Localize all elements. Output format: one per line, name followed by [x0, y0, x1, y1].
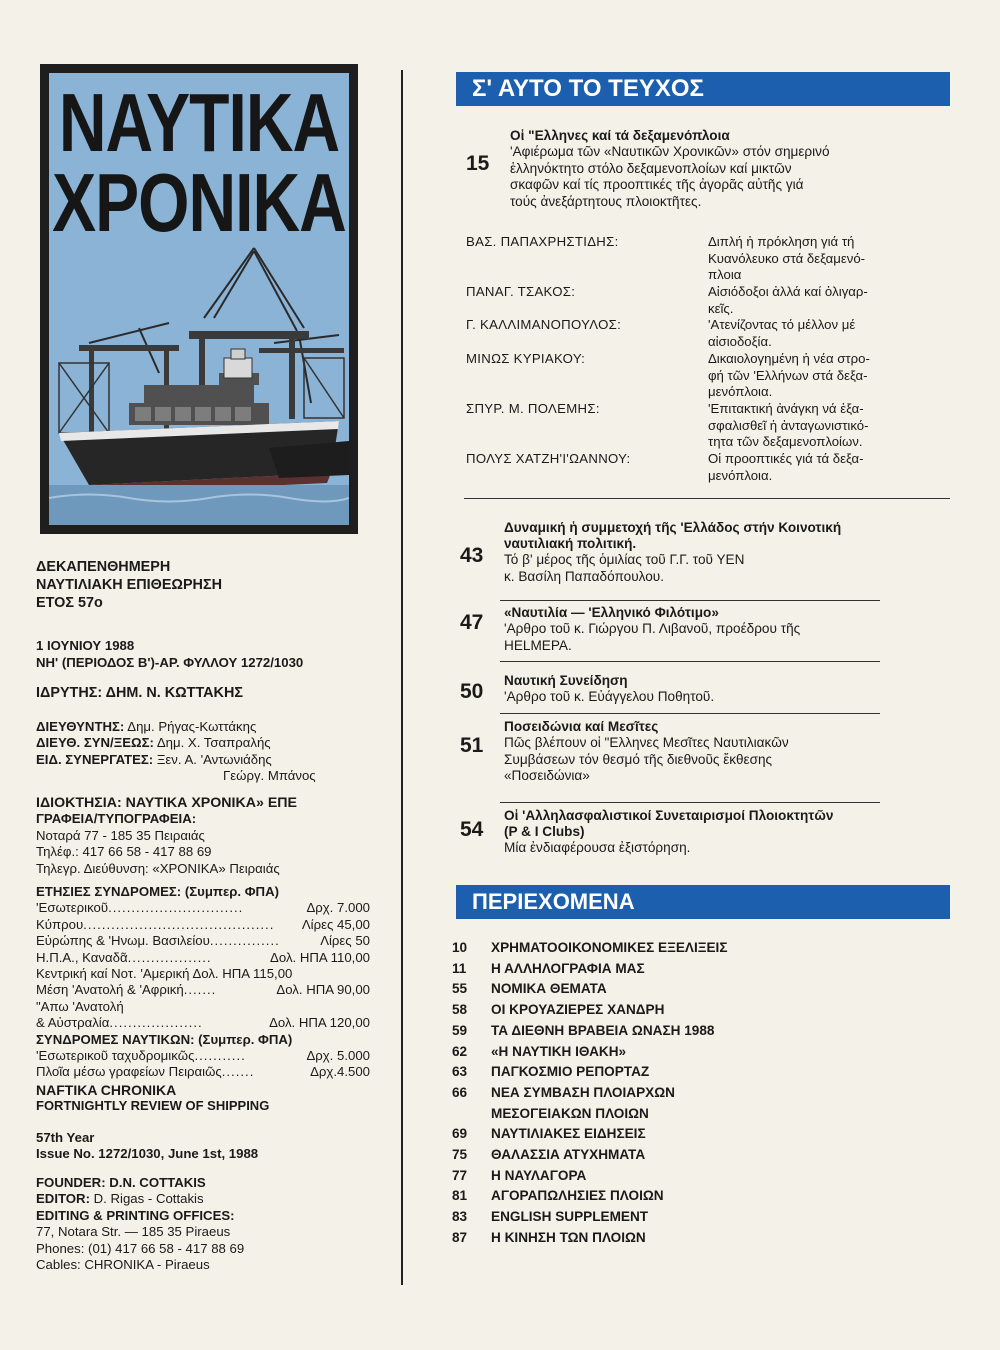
cover-photo	[49, 73, 349, 525]
lead-line: τούς ἀνεξάρτητους πλοιοκτῆτες.	[510, 193, 702, 209]
lead-article-title: Οἱ "Ελληνες καί τά δεξαμενόπλοια	[510, 128, 730, 143]
contributor-name: ΠΟΛΥΣ ΧΑΤΖΗ'Ι'ΩΑΝΝΟΥ:	[466, 451, 631, 466]
cover-image	[40, 64, 358, 534]
staff-list	[36, 719, 316, 785]
subscriptions-heading: ΕΤΗΣΙΕΣ ΣΥΝΔΡΟΜΕΣ: (Συμπερ. ΦΠΑ)	[36, 884, 279, 899]
ship-at-port-icon	[49, 73, 349, 525]
telegram: Τηλεγρ. Διεύθυνση: «ΧΡΟΝΙΚΑ» Πειραιάς	[36, 860, 280, 876]
contributor-topic: Οἱ προοπτικές γιά τά δεξα- μενόπλοια.	[708, 451, 864, 483]
staff-editor: ΔΙΕΥΘ. ΣΥΝ/ΞΕΩΣ: Δημ. Χ. Τσαπραλής	[36, 735, 271, 751]
english-title: NAFTIKA CHRONIKA	[36, 1082, 177, 1098]
cover-title-line1: ΝΑΥΤΙΚΑ	[58, 76, 340, 169]
offices-label: ΓΡΑΦΕΙΑ/ΤΥΠΟΓΡΑΦΕΙΑ:	[36, 811, 197, 827]
toc-item: 55 ΝΟΜΙΚΑ ΘΕΜΑΤΑ	[452, 981, 607, 997]
contributor-name: ΒΑΣ. ΠΑΠΑΧΡΗΣΤΙΔΗΣ:	[466, 234, 619, 249]
article: Ποσειδώνια καί Μεσῖτες Πῶς βλέπουν οἱ "Ελληνες Μεσῖτες Ναυτιλιακῶν Συμβάσεων τόν θεσμό τῆς διεθνοῦς ἔκθεσης «Ποσειδώνια»	[504, 719, 789, 783]
english-masthead	[36, 1082, 269, 1115]
toc-item: 63 ΠΑΓΚΟΣΜΙΟ ΡΕΠΟΡΤΑΖ	[452, 1064, 650, 1080]
contributor-name: ΜΙΝΩΣ ΚΥΡΙΑΚΟΥ:	[466, 351, 586, 366]
contributor-topic: 'Επιτακτική ἀνάγκη νά ἐξα- σφαλισθεῖ ἡ ἀνταγωνιστικό- τητα τῶν δεξαμενοπλοίων.	[708, 401, 869, 450]
contributor-name: Γ. ΚΑΛΛΙΜΑΝΟΠΟΥΛΟΣ:	[466, 317, 622, 332]
lead-article	[510, 128, 950, 210]
english-staff-block	[36, 1175, 244, 1273]
ownership-block	[36, 795, 297, 877]
staff-director: ΔΙΕΥΘΥΝΤΗΣ: Δημ. Ρήγας-Κωττάκης	[36, 719, 257, 734]
article-page: 54	[460, 818, 484, 841]
cover-title-line2: ΧΡΟΝΙΚΑ	[52, 156, 346, 249]
toc-item: 10 ΧΡΗΜΑΤΟΟΙΚΟΝΟΜΙΚΕΣ ΕΞΕΛΙΞΕΙΣ	[452, 940, 728, 955]
toc-item: 81 ΑΓΟΡΑΠΩΛΗΣΙΕΣ ΠΛΟΙΩΝ	[452, 1188, 664, 1204]
article: «Ναυτιλία — 'Ελληνικό Φιλότιμο» 'Αρθρο τοῦ κ. Γιώργου Π. Λιβανοῦ, προέδρου τῆς HELMEPA.	[504, 605, 801, 653]
english-issue: Issue No. 1272/1030, June 1st, 1988	[36, 1146, 259, 1162]
toc-item: 77 Η ΝΑΥΛΑΓΟΡΑ	[452, 1167, 587, 1183]
section-rule	[500, 661, 880, 662]
contents-list	[452, 938, 952, 1249]
article-page: 47	[460, 611, 484, 634]
publication-type-line1: ΔΕΚΑΠΕΝΘΗΜΕΡΗ	[36, 559, 171, 575]
subscription-far-east: "Απω 'Ανατολή	[36, 998, 124, 1014]
contributor-topic: Διπλή ἡ πρόκληση γιά τή Κυανόλευκο στά δεξαμενό- πλοια	[708, 234, 866, 283]
contributor-name: ΣΠΥΡ. Μ. ΠΟΛΕΜΗΣ:	[466, 401, 600, 416]
subscription-row: Μέση 'Ανατολή & 'Αφρική ....... Δολ. ΗΠΑ 90,00	[36, 982, 370, 998]
ownership: ΙΔΙΟΚΤΗΣΙΑ: ΝΑΥΤΙΚΑ ΧΡΟΝΙΚΑ» ΕΠΕ	[36, 795, 297, 811]
contributor-topic: Αἰσιόδοξοι ἀλλά καί ὀλιγαρ- κεῖς.	[708, 284, 868, 316]
in-this-issue-banner: Σ' ΑΥΤΟ ΤΟ ΤΕΥΧΟΣ	[456, 72, 950, 106]
lead-line: ἑλληνόκτητο στόλο δεξαμενοπλοίων καί μικτῶν	[510, 160, 792, 176]
toc-item: 87 Η ΚΙΝΗΣΗ ΤΩΝ ΠΛΟΙΩΝ	[452, 1229, 646, 1245]
subscription-row: & Αὐστραλία .................... Δολ. ΗΠΑ 120,00	[36, 1015, 370, 1031]
address: Νοταρά 77 - 185 35 Πειραιάς	[36, 827, 205, 843]
toc-item: ΜΕΣΟΓΕΙΑΚΩΝ ΠΛΟΙΩΝ	[491, 1105, 649, 1121]
lead-article-page: 15	[466, 152, 490, 175]
english-cables: Cables: CHRONIKA - Piraeus	[36, 1257, 210, 1273]
english-address: 77, Notara Str. — 185 35 Piraeus	[36, 1224, 231, 1240]
founder-greek: ΙΔΡΥΤΗΣ: ΔΗΜ. Ν. ΚΩΤΤΑΚΗΣ	[36, 685, 243, 701]
section-rule	[500, 713, 880, 714]
naval-subscriptions-heading: ΣΥΝΔΡΟΜΕΣ ΝΑΥΤΙΚΩΝ: (Συμπερ. ΦΠΑ)	[36, 1031, 293, 1047]
contributor-topic: Δικαιολογημένη ἡ νέα στρο- φή τῶν 'Ελλήνων στά δεξα- μενόπλοια.	[708, 351, 870, 400]
subscriptions-block	[36, 884, 370, 1081]
toc-item: 59 ΤΑ ΔΙΕΘΝΗ ΒΡΑΒΕΙΑ ΩΝΑΣΗ 1988	[452, 1022, 715, 1038]
subscription-row: Εὐρώπης & 'Ηνωμ. Βασιλείου ............... Λίρες 50	[36, 933, 370, 949]
section-rule	[464, 498, 950, 499]
article: Ναυτική Συνείδηση 'Αρθρο τοῦ κ. Εὐάγγελου Ποθητοῦ.	[504, 673, 715, 704]
staff-contributors: ΕΙΔ. ΣΥΝΕΡΓΑΤΕΣ: Ξεν. Α. 'Αντωνιάδης	[36, 751, 272, 767]
issue-number: ΝΗ' (ΠΕΡΙΟΔΟΣ Β')-ΑΡ. ΦΥΛΛΟΥ 1272/1030	[36, 655, 304, 670]
toc-item: 75 ΘΑΛΑΣΣΙΑ ΑΤΥΧΗΜΑΤΑ	[452, 1147, 646, 1163]
article: Δυναμική ἡ συμμετοχή τῆς 'Ελλάδος στήν Κοινοτική ναυτιλιακή πολιτική. Τό β' μέρος τῆς ὁμιλίας τοῦ Γ.Γ. τοῦ ΥΕΝ κ. Βασίλη Παπαδόπουλου.	[504, 520, 842, 584]
toc-item: 11 Η ΑΛΛΗΛΟΓΡΑΦΙΑ ΜΑΣ	[452, 960, 645, 976]
english-phones: Phones: (01) 417 66 58 - 417 88 69	[36, 1240, 245, 1256]
english-subtitle: FORTNIGHTLY REVIEW OF SHIPPING	[36, 1098, 270, 1114]
publication-type-line2: ΝΑΥΤΙΛΙΑΚΗ ΕΠΙΘΕΩΡΗΣΗ	[36, 577, 222, 593]
subscription-row: Πλοῖα μέσω γραφείων Πειραιῶς ....... Δρχ.4.500	[36, 1064, 370, 1080]
article-page: 43	[460, 544, 484, 567]
article: Οἱ 'Αλληλασφαλιστικοί Συνεταιρισμοί Πλοιοκτητῶν (P & I Clubs) Μία ἐνδιαφέρουσα ἐξιστόρηση.	[504, 808, 834, 855]
english-editor: EDITOR: D. Rigas - Cottakis	[36, 1191, 204, 1207]
english-year: 57th Year	[36, 1130, 95, 1145]
english-offices: EDITING & PRINTING OFFICES:	[36, 1207, 235, 1223]
toc-item: 62 «Η ΝΑΥΤΙΚΗ ΙΘΑΚΗ»	[452, 1043, 627, 1059]
article-page: 50	[460, 680, 484, 703]
article-page: 51	[460, 734, 484, 757]
section-rule	[500, 802, 880, 803]
contents-banner: ΠΕΡΙΕΧΟΜΕΝΑ	[456, 885, 950, 919]
lead-line: 'Αφιέρωμα τῶν «Ναυτικῶν Χρονικῶν» στόν σημερινό	[510, 144, 830, 159]
subscription-row: 'Εσωτερικοῦ ταχυδρομικῶς ........... Δρχ. 5.000	[36, 1048, 370, 1064]
contributor-name: ΠΑΝΑΓ. ΤΣΑΚΟΣ:	[466, 284, 576, 299]
english-founder: FOUNDER: D.N. COTTAKIS	[36, 1175, 206, 1190]
publication-year: ΕΤΟΣ 57ο	[36, 595, 103, 611]
subscription-row: Κεντρική καί Νοτ. 'Αμερική Δολ. ΗΠΑ 115,00	[36, 966, 293, 982]
column-divider	[401, 70, 403, 1285]
toc-item: 58 ΟΙ ΚΡΟΥΑΖΙΕΡΕΣ ΧΑΝΔΡΗ	[452, 1002, 665, 1018]
subscription-row: Κύπρου ......................................... Λίρες 45,00	[36, 916, 370, 932]
toc-item: 83 ENGLISH SUPPLEMENT	[452, 1209, 649, 1225]
subscription-row: Η.Π.Α., Καναδᾶ .................. Δολ. ΗΠΑ 110,00	[36, 949, 370, 965]
section-rule	[500, 600, 880, 601]
phone: Τηλέφ.: 417 66 58 - 417 88 69	[36, 844, 212, 860]
toc-item: 66 ΝΕΑ ΣΥΜΒΑΣΗ ΠΛΟΙΑΡΧΩΝ	[452, 1084, 675, 1100]
lead-line: σκαφῶν καί τίς προοπτικές τῆς ἀγορᾶς αὐτῆς γιά	[510, 177, 804, 192]
toc-item: 69 ΝΑΥΤΙΛΙΑΚΕΣ ΕΙΔΗΣΕΙΣ	[452, 1126, 646, 1142]
english-issue-block	[36, 1130, 258, 1163]
subscription-row: 'Εσωτερικοῦ ............................. Δρχ. 7.000	[36, 900, 370, 916]
issue-date: 1 ΙΟΥΝΙΟΥ 1988	[36, 638, 135, 653]
staff-extra: Γεώργ. Μπάνος	[223, 768, 316, 784]
contributor-topic: 'Ατενίζοντας τό μέλλον μέ αἰσιοδοξία.	[708, 317, 856, 349]
